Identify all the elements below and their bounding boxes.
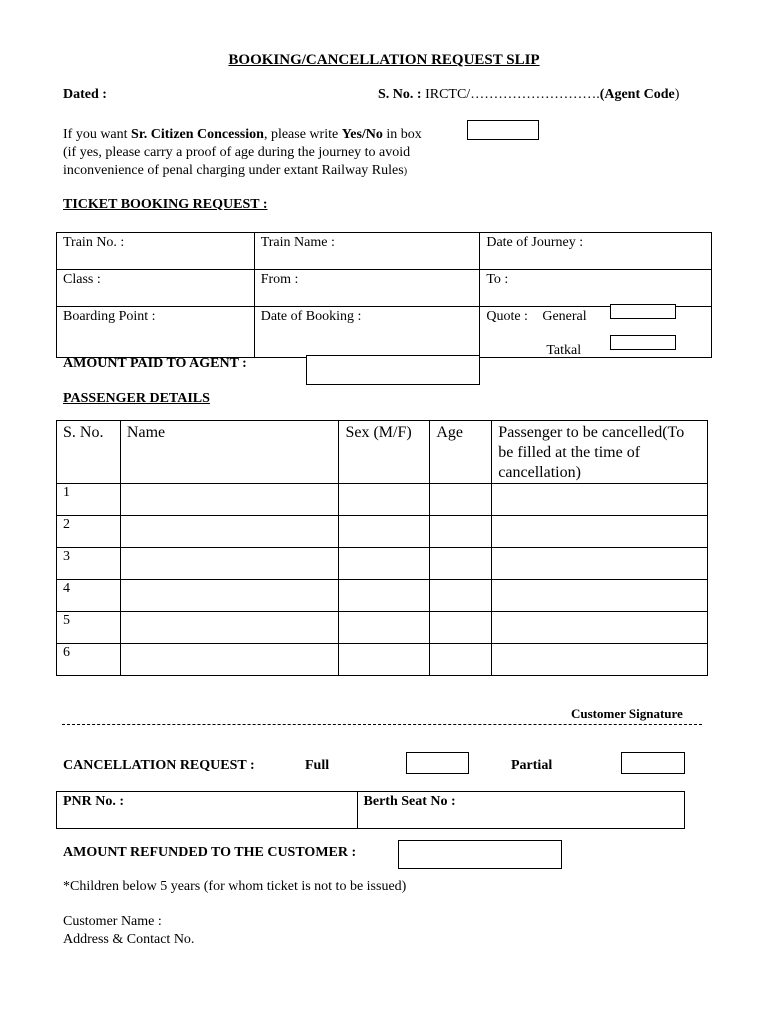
pnr-table [56,791,685,829]
age-cell[interactable] [430,516,492,548]
name-cell[interactable] [120,516,339,548]
customer-name-label: Customer Name : [63,914,162,929]
table-row [57,644,708,676]
cancel-cell[interactable] [492,548,708,580]
table-row [57,516,708,548]
partial-cancellation-box[interactable] [621,752,685,774]
passenger-table [56,420,708,676]
agent-code-label: (Agent Code [599,87,675,102]
quote-tatkal-label: Tatkal [546,343,582,358]
sno-dots: ………………………. [470,87,600,102]
sex-cell[interactable] [339,484,430,516]
children-note: *Children below 5 years (for whom ticket is not to be issued) [63,879,407,894]
row-number: 2 [57,516,121,548]
passenger-details-heading: PASSENGER DETAILS [63,391,210,406]
table-row [57,580,708,612]
age-cell[interactable] [430,484,492,516]
concession-text-a: If you want [63,127,132,142]
full-label: Full [305,758,330,773]
amount-refunded-box[interactable] [398,840,562,869]
name-cell[interactable] [120,612,339,644]
full-cancellation-box[interactable] [406,752,469,774]
age-cell[interactable] [430,580,492,612]
row-number: 1 [57,484,121,516]
serial-number-line: S. No. : IRCTC/……………………….(Agent Code) [378,87,680,102]
cancel-cell[interactable] [492,516,708,548]
age-cell[interactable] [430,548,492,580]
sex-cell[interactable] [339,548,430,580]
from-cell[interactable]: From : [254,270,480,307]
row-number: 5 [57,612,121,644]
concession-line-2: (if yes, please carry a proof of age during the journey to avoid [63,145,411,160]
train-no-cell[interactable]: Train No. : [57,233,255,270]
row-number: 3 [57,548,121,580]
tatkal-quote-box[interactable] [610,335,676,350]
age-cell[interactable] [430,644,492,676]
dashed-separator [62,724,702,725]
name-cell[interactable] [120,484,339,516]
header-cancel: Passenger to be cancelled(To be filled at the time of cancellation) [492,421,708,484]
header-sno: S. No. [57,421,121,484]
ticket-booking-heading: TICKET BOOKING REQUEST : [63,197,268,212]
concession-line-3: inconvenience of penal charging under extant Railway Rules [63,163,404,178]
customer-signature-label: Customer Signature [571,706,683,721]
concession-box[interactable] [467,120,539,140]
concession-line-3-end: ) [403,166,408,177]
train-name-cell[interactable]: Train Name : [254,233,480,270]
cancel-cell[interactable] [492,644,708,676]
sex-cell[interactable] [339,580,430,612]
header-name: Name [120,421,339,484]
page-title: BOOKING/CANCELLATION REQUEST SLIP [228,52,540,68]
concession-text-c: , please write [263,127,342,142]
cancel-cell[interactable] [492,612,708,644]
table-row [57,484,708,516]
amount-paid-label: AMOUNT PAID TO AGENT : [63,356,247,371]
partial-label: Partial [511,758,553,773]
cancel-cell[interactable] [492,484,708,516]
dated-label: Dated : [63,87,107,102]
class-cell[interactable]: Class : [57,270,255,307]
age-cell[interactable] [430,612,492,644]
sex-cell[interactable] [339,516,430,548]
sex-cell[interactable] [339,612,430,644]
berth-seat-cell[interactable]: Berth Seat No : [357,792,684,829]
name-cell[interactable] [120,580,339,612]
header-sex: Sex (M/F) [339,421,430,484]
concession-text [63,126,422,181]
amount-paid-box[interactable] [306,355,480,385]
quote-general-label: General [542,309,587,324]
concession-text-e: in box [382,127,422,142]
general-quote-box[interactable] [610,304,676,319]
date-of-booking-cell[interactable]: Date of Booking : [254,307,480,358]
sex-cell[interactable] [339,644,430,676]
boarding-point-cell[interactable]: Boarding Point : [57,307,255,358]
cancellation-request-label: CANCELLATION REQUEST : [63,758,255,773]
name-cell[interactable] [120,644,339,676]
quote-cell [480,307,712,358]
amount-refunded-label: AMOUNT REFUNDED TO THE CUSTOMER : [63,845,357,860]
pnr-cell[interactable]: PNR No. : [57,792,358,829]
address-contact-label: Address & Contact No. [63,932,195,947]
row-number: 4 [57,580,121,612]
irctc-prefix: IRCTC/ [425,87,471,102]
concession-emphasis: Sr. Citizen Concession [131,127,264,142]
to-cell[interactable]: To : [480,270,712,307]
row-number: 6 [57,644,121,676]
date-of-journey-cell[interactable]: Date of Journey : [480,233,712,270]
name-cell[interactable] [120,548,339,580]
table-row [57,612,708,644]
quote-label: Quote : [486,309,528,324]
table-row [57,548,708,580]
sno-label: S. No. : [378,87,422,102]
cancel-cell[interactable] [492,580,708,612]
header-age: Age [430,421,492,484]
yes-no-emphasis: Yes/No [341,127,383,142]
